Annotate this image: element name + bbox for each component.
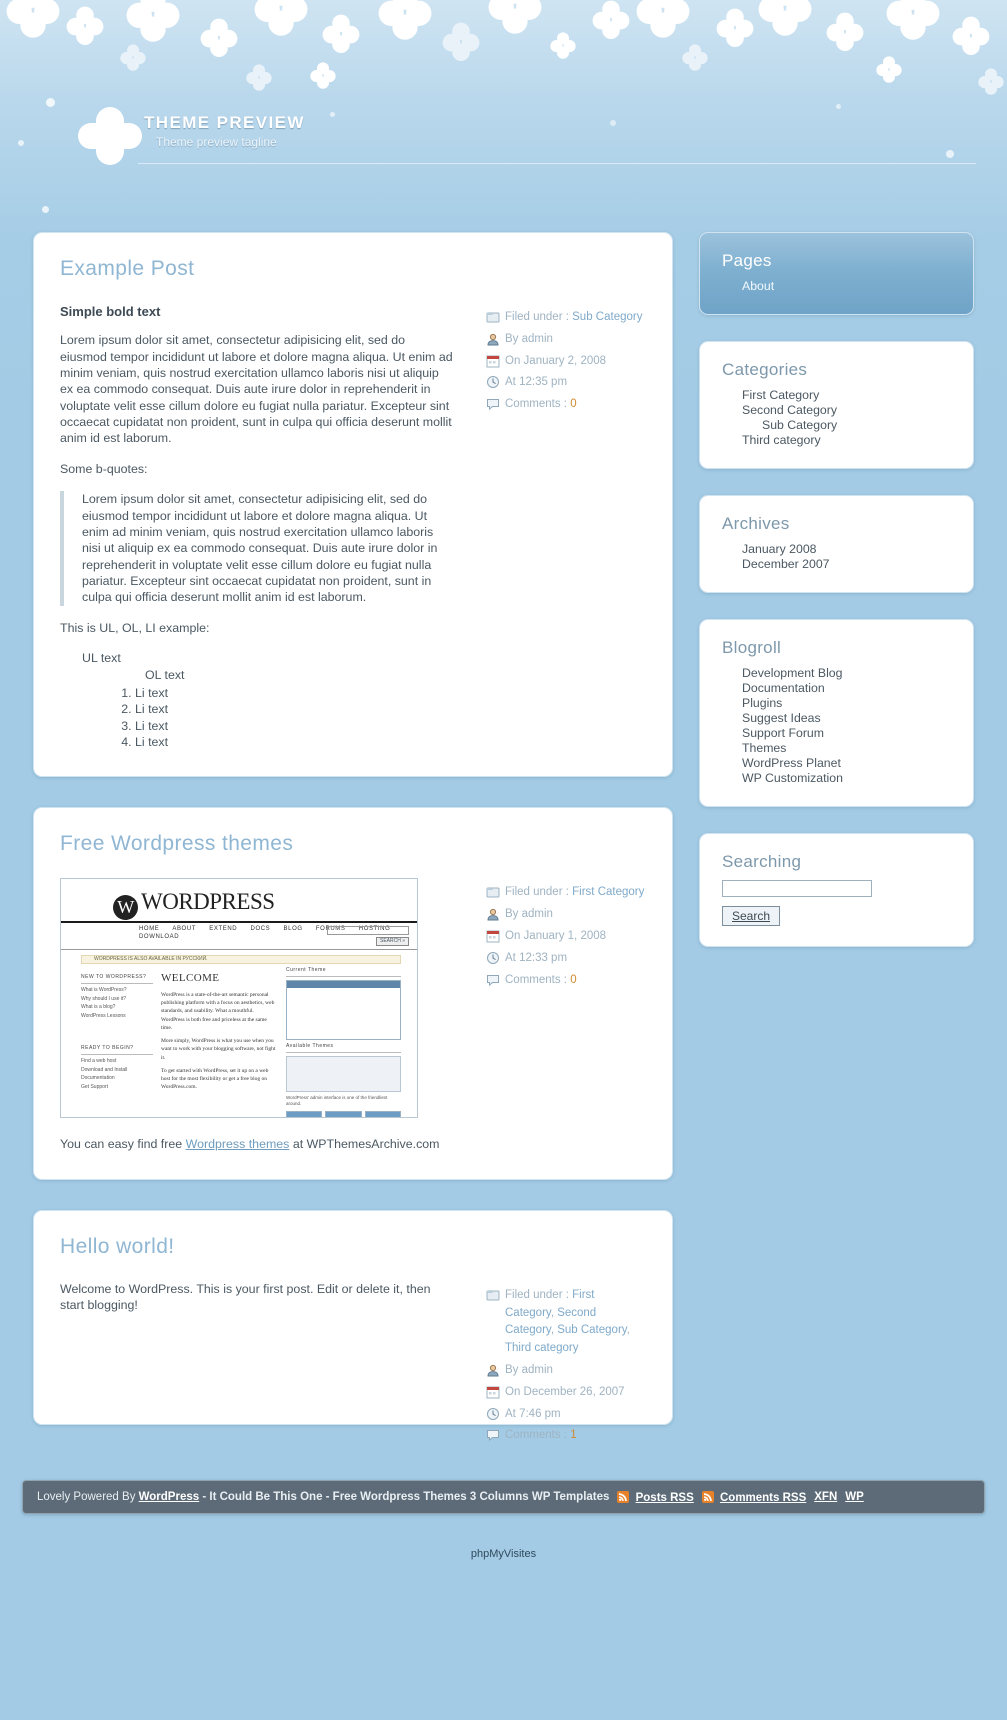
widget-title: Archives [722,514,790,533]
meta-date [486,1384,646,1402]
widget-blogroll [699,619,974,807]
screenshot-logo-text: WORDPRESS [141,889,275,915]
archive-link[interactable]: January 2008 [742,542,817,556]
sidebar-item-first-category[interactable] [722,388,951,402]
snowflake-icon [717,9,754,46]
unordered-list [60,650,455,666]
snowflake-icon [120,44,145,69]
footer-bar [22,1480,985,1514]
blogroll-link[interactable]: Development Blog [742,666,843,680]
panel-preview-image-2 [286,1056,401,1092]
footer-posts-rss-link[interactable]: Posts RSS [635,1491,694,1504]
meta-label: By [505,908,519,921]
nav-item: BLOG [283,926,303,933]
list-item: 3. Li text [135,718,455,734]
caption-text-pre: You can easy find free [60,1137,186,1152]
footer-xfn[interactable] [814,1491,837,1503]
sidebar-item-documentation[interactable] [722,681,951,695]
post-example-post [33,232,673,777]
blogroll-link[interactable]: Themes [742,741,787,755]
blogroll-link[interactable]: Plugins [742,696,783,710]
meta-author-name: admin [521,908,553,921]
caption-link[interactable]: Wordpress themes [185,1137,290,1152]
meta-category-link[interactable]: Sub Category [572,311,643,323]
meta-category-link[interactable]: First Category [572,886,645,899]
post-subheading: Simple bold text [60,304,161,319]
list-item: 4. Li text [135,734,455,750]
nav-item: HOME [139,926,160,933]
calendar-icon [486,929,500,943]
site-title[interactable]: THEME PREVIEW [144,113,305,132]
list-item: 1. Li text [135,685,455,701]
thumbnail [325,1111,361,1118]
post-title[interactable]: Example Post [60,257,195,280]
user-icon [486,332,500,346]
meta-sep: , [626,1324,630,1337]
footer-comments-rss-link[interactable]: Comments RSS [719,1491,807,1504]
user-icon [486,1363,500,1377]
column-link: WordPress Lessons [81,1012,126,1019]
meta-author-name: admin [521,1364,553,1377]
screenshot-search-button: SEARCH » [376,937,409,946]
archive-link[interactable]: December 2007 [742,557,830,571]
blogroll-link[interactable]: WordPress Planet [742,756,841,770]
meta-label: On [505,354,521,367]
meta-date-value: December 26, 2007 [523,1385,625,1398]
blogroll-link[interactable]: WP Customization [742,771,843,785]
meta-sep: , [550,1306,558,1319]
snowflake-icon [67,7,104,44]
meta-comments [486,1427,646,1445]
footer-xfn-link[interactable]: XFN [814,1491,838,1503]
meta-author [486,1362,646,1380]
meta-label: Filed under : [505,886,569,899]
widget-archives [699,495,974,593]
folder-icon [486,310,500,324]
site-header [78,105,898,173]
nav-item: ABOUT [172,926,197,933]
category-link[interactable]: First Category [742,388,820,402]
snowflake-icon [255,0,308,33]
sidebar-item-support-forum[interactable] [722,726,951,740]
page-credit[interactable]: phpMyVisites [470,1548,537,1560]
snowflake-icon [201,19,238,56]
column-heading: READY TO BEGIN? [81,1045,153,1055]
widget-title: Blogroll [722,638,782,657]
main-content [33,232,673,1455]
post-caption [60,1136,455,1152]
snowflake-icon [978,68,1003,93]
meta-category-link[interactable]: Third category [505,1342,579,1355]
snowflake-icon [379,0,432,37]
nav-item: EXTEND [209,926,238,933]
sidebar-item-suggest-ideas[interactable] [722,711,951,725]
meta-comment-count[interactable]: 1 [570,1429,577,1442]
column-heading: NEW TO WORDPRESS? [81,974,153,984]
archives-list [722,542,951,571]
column-link: Why should I use it? [81,995,127,1002]
rss-icon [617,1491,629,1503]
snowflake-icon [827,13,864,50]
snowflake-icon [443,23,480,60]
screenshot-rule [61,921,417,923]
screenshot-search-input [327,926,409,935]
meta-category-link[interactable]: First Category [505,1288,595,1319]
meta-label: At [505,376,516,389]
list-item: 2. Li text [135,701,455,717]
sidebar-item-about[interactable] [722,279,951,293]
meta-date-value: January 2, 2008 [523,354,607,367]
snowflake-icon [127,0,180,39]
clock-icon [486,1407,500,1421]
meta-author-name: admin [521,332,553,345]
post-title[interactable]: Free Wordpress themes [60,832,294,856]
clock-icon [486,375,500,389]
meta-label: Comments : [505,973,567,986]
nav-item: DOWNLOAD [139,934,180,941]
screenshot-paragraph: To get started with WordPress, set it up on a web host for the most flexibility or get a free blog on WordPress.com. [161,1067,269,1091]
screenshot-center-column [161,971,276,1096]
categories-list [722,388,951,447]
meta-label: Filed under : [505,1288,569,1301]
snowflake-icon [550,32,575,57]
panel-heading: Current Theme [286,967,401,977]
meta-comment-count[interactable]: 0 [570,973,577,986]
meta-comments [486,972,646,990]
meta-comments [486,396,646,414]
widget-title: Searching [722,852,802,871]
screenshot-right-column [286,967,401,1118]
snowflake-icon [887,0,940,37]
wordpress-screenshot-image[interactable] [60,878,418,1118]
footer-wp[interactable] [845,1491,864,1503]
snowflake-icon [42,206,49,213]
footer-wordpress-link[interactable]: WordPress [138,1491,200,1503]
panel-caption: WordPress' admin interface is one of the friendliest around. [286,1094,388,1106]
search-input[interactable] [722,880,872,897]
post-meta [486,884,646,993]
blogroll-link[interactable]: Documentation [742,681,825,695]
column-link: What is a blog? [81,1004,116,1011]
meta-time [486,374,646,392]
thumbnail [365,1111,401,1118]
footer-wp-link[interactable]: WP [845,1491,864,1503]
page-link[interactable]: About [742,279,775,293]
post-free-wordpress-themes [33,807,673,1179]
meta-time-value: 12:35 pm [519,376,568,389]
post-paragraph: Lorem ipsum dolor sit amet, consectetur adipisicing elit, sed do eiusmod tempor incididunt ut labore et dolore magna aliqua. Ut enim ad minim veniam, quis nostrud exercitation ullamco laboris nisi ut aliquip ex ea commodo consequat. Duis aute irure dolor in reprehenderit in voluptate velit esse cillum dolore eu fugiat nulla pariatur. Excepteur sint occaecat cupidatat non proident, sunt in culpa qui officia deserunt mollit anim id est laborum. [60,333,453,446]
widget-title: Categories [722,360,808,379]
user-icon [486,907,500,921]
site-logo-snowflake-icon [78,107,142,167]
post-body [60,878,455,1152]
meta-category-link[interactable]: Second Category [505,1306,597,1337]
sidebar-item-themes[interactable] [722,741,951,755]
column-link: Find a web host [81,1057,117,1064]
meta-filed-under [486,309,646,327]
snowflake-icon [7,0,60,35]
nested-list-wrapper [115,667,455,751]
screenshot-paragraph: More simply, WordPress is what you use when you want to work with your blogging software, not fight it. [161,1038,276,1061]
meta-date [486,928,646,946]
blogroll-link[interactable]: Suggest Ideas [742,711,821,725]
sidebar-item-development-blog[interactable] [722,666,951,680]
footer-pre-text: Lovely Powered By [37,1491,139,1503]
widget-pages [699,232,974,315]
snowflake-icon [593,1,630,38]
screenshot-rule-2 [61,949,417,950]
post-hello-world [33,1210,673,1442]
sidebar-item-sub-category[interactable] [722,418,951,432]
meta-filed-under [486,884,646,902]
footer-credit [37,1491,609,1503]
sidebar-item-january-2008[interactable] [722,542,951,556]
caption-text-post: at WPThemesArchive.com [289,1137,440,1152]
meta-label: On [505,1385,521,1398]
column-link: Documentation [81,1075,115,1082]
screenshot-wordpress-logo [113,887,275,920]
snowflake-icon [323,15,360,52]
wordpress-mark-icon: W [113,895,138,920]
sidebar-item-second-category[interactable] [722,403,951,417]
widget-search [699,833,974,947]
screenshot-paragraph: WordPress is a state-of-the-art semantic personal publishing platform with a focus on aesthetics, web standards, and usability. What a mouthful. WordPress is both free and priceless at the same time. [161,991,275,1031]
screenshot-left-column [81,974,153,1092]
meta-label: By [505,1364,519,1377]
meta-time [486,1406,646,1424]
blogroll-link[interactable]: Support Forum [742,726,825,740]
category-link[interactable]: Third category [742,433,821,447]
snowflake-icon [246,64,271,89]
column-link: What is WordPress? [81,987,127,993]
folder-icon [486,1288,500,1302]
post-body [60,303,455,750]
comment-icon [486,973,500,987]
sidebar-item-third-category[interactable] [722,433,951,447]
snowflake-icon [18,140,24,146]
meta-comment-count[interactable]: 0 [570,398,577,411]
widget-categories [699,341,974,469]
column-link: Download and Install [81,1066,128,1073]
meta-category-link[interactable]: Sub Category [557,1324,627,1337]
post-blockquote: Lorem ipsum dolor sit amet, consectetur adipisicing elit, sed do eiusmod tempor incididunt ut labore et dolore magna aliqua. Ut enim ad minim veniam, quis nostrud exercitation ullamco laboris nisi ut aliquip ex ea commodo consequat. Duis aute irure dolor in reprehenderit in voluptate velit esse cillum dolore eu fugiat nulla pariatur. Excepteur sint occaecat cupidatat non proident, sunt in culpa qui officia deserunt mollit anim id est laborum. [60,491,455,606]
sidebar-item-wordpress-planet[interactable] [722,756,951,770]
snowflake-icon [46,98,55,107]
rss-icon [702,1491,714,1503]
snowflake-icon [637,0,690,35]
category-link[interactable]: Sub Category [762,418,838,432]
post-meta [486,1287,646,1450]
widget-title: Pages [722,251,772,270]
panel-thumbnails [286,1111,401,1118]
meta-time-value: 7:46 pm [519,1407,561,1420]
sidebar-item-december-2007[interactable] [722,557,951,571]
post-meta [486,309,646,418]
folder-icon [486,885,500,899]
list-item: UL text [82,651,121,666]
search-form [722,880,951,926]
snowflake-icon [489,0,542,31]
thumbnail [286,1111,322,1118]
calendar-icon [486,1385,500,1399]
sidebar-item-plugins[interactable] [722,696,951,710]
blogroll-list [722,666,951,785]
footer-mid-text: - It Could Be This One - Free Wordpress Themes 3 Columns WP Templates [199,1491,610,1503]
pages-list [722,279,951,293]
sidebar [699,232,974,973]
footer-posts-rss[interactable] [617,1491,693,1504]
snowflake-icon [876,56,901,81]
panel-heading-2: Available Themes [286,1043,401,1053]
list-item: OL text [145,667,185,682]
post-title[interactable]: Hello world! [60,1234,175,1258]
screenshot-welcome-heading: WELCOME [161,972,220,985]
footer-comments-rss[interactable] [702,1491,806,1504]
clock-icon [486,951,500,965]
meta-label: By [505,332,519,345]
meta-date [486,353,646,371]
calendar-icon [486,354,500,368]
screenshot-notice: WORDPRESS IS ALSO AVAILABLE IN РУССКИЙ. [81,955,401,964]
site-tagline: Theme preview tagline [156,135,277,149]
meta-sep: , [550,1324,558,1337]
meta-filed-under [486,1287,646,1358]
panel-preview-image [286,980,401,1040]
nav-item: DOCS [250,926,271,933]
post-paragraph: This is UL, OL, LI example: [60,620,210,635]
comment-icon [486,397,500,411]
meta-author [486,906,646,924]
snowflake-icon [759,0,812,33]
meta-author [486,331,646,349]
sidebar-item-wp-customization[interactable] [722,771,951,785]
snowflake-icon [682,44,707,69]
search-button[interactable]: Search [722,906,780,926]
snowflake-icon [946,150,954,158]
meta-date-value: January 1, 2008 [523,930,607,943]
meta-label: At [505,951,516,964]
snowflake-icon [310,62,335,87]
meta-label: On [505,930,521,943]
meta-time-value: 12:33 pm [519,951,568,964]
nav-item: FORUMS [315,926,346,933]
comment-icon [486,1428,500,1442]
post-body [60,1281,455,1314]
meta-time [486,950,646,968]
nav-item: HOSTING [358,926,391,933]
meta-label: Filed under : [505,311,569,323]
ordered-list [115,685,455,751]
meta-label: Comments : [505,1429,567,1442]
meta-label: At [505,1407,516,1420]
category-link[interactable]: Second Category [742,403,838,417]
snowflake-icon [953,17,990,54]
post-paragraph: Some b-quotes: [60,461,148,476]
column-link: Get Support [81,1083,108,1090]
header-divider [138,163,976,164]
post-paragraph: Welcome to WordPress. This is your first post. Edit or delete it, then start blogging! [60,1281,431,1313]
meta-label: Comments : [505,398,567,411]
